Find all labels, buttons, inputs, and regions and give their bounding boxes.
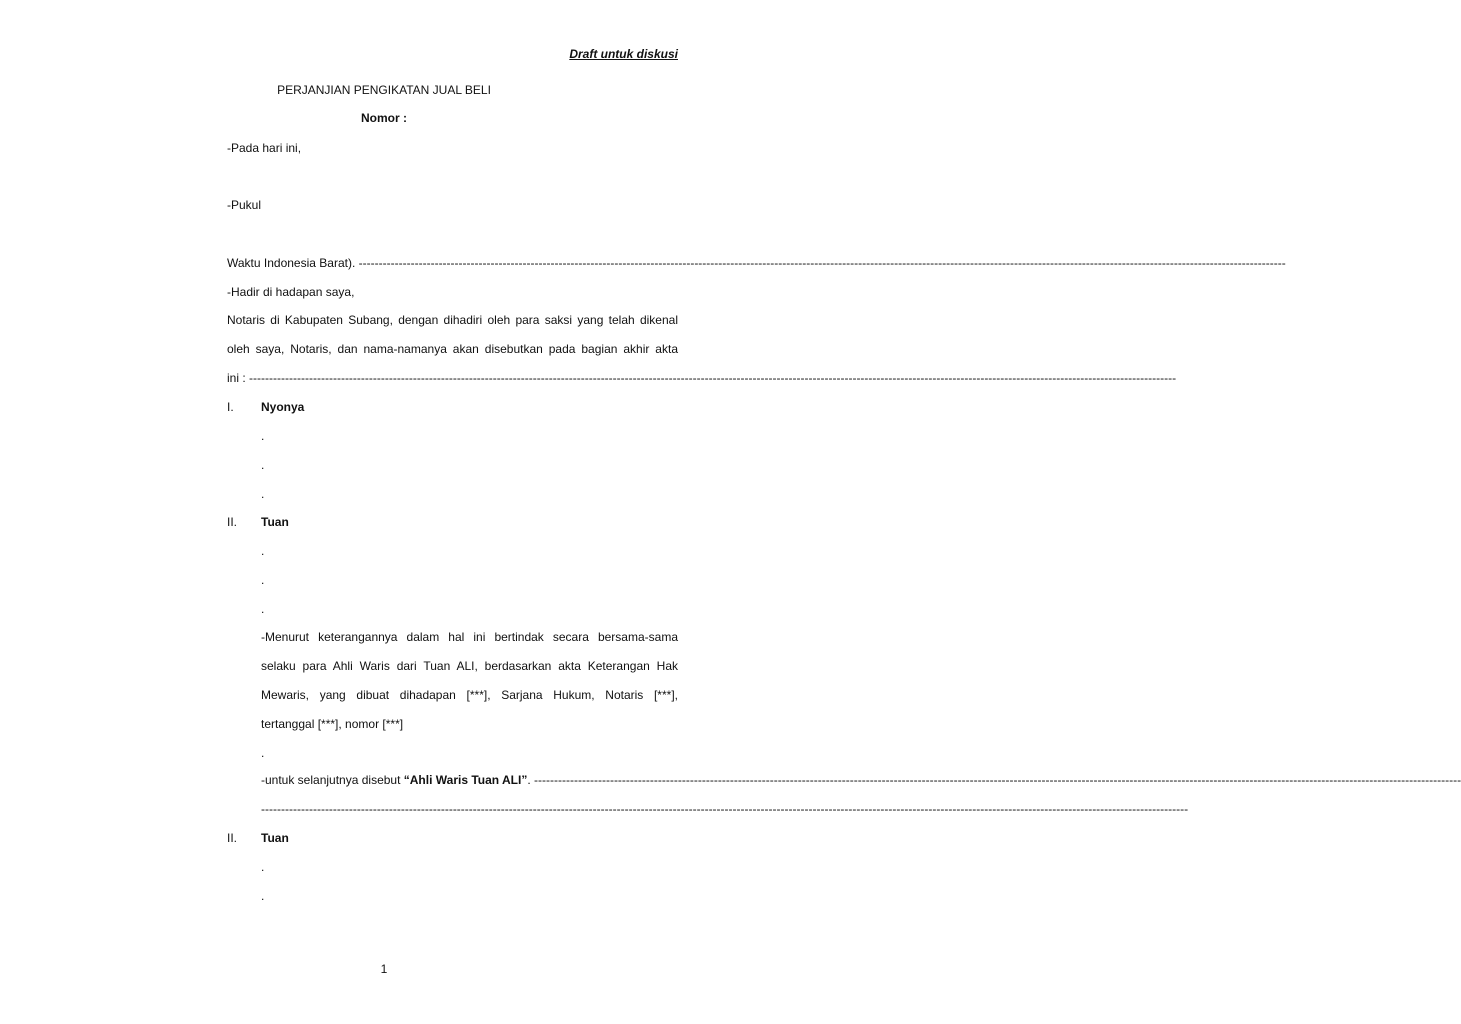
party-3-number: II. [227,831,238,845]
party-2-dot-2: . [261,573,265,587]
notaris-line-2: oleh saya, Notaris, dan nama-namanya akan disebutkan pada bagian akhir akta [227,342,678,356]
hadir-line: -Hadir di hadapan saya, [227,285,355,299]
draft-label: Draft untuk diskusi [569,47,678,61]
party-1-dot-3: . [261,487,265,501]
party-1-dot-2: . [261,458,265,472]
dash-filler: ---------------------------------------------------------------------------------------------------------------------------------------------------------------------------------------------------------------------------------------- [534,773,1461,787]
party-2-dot-1: . [261,544,265,558]
keterangan-line-4: tertanggal [***], nomor [***] [261,717,404,731]
document-title: PERJANJIAN PENGIKATAN JUAL BELI [277,83,491,97]
dash-line: ---------------------------------------------------------------------------------------------------------------------------------------------------------------------------------------------------------------------------------------- [261,802,1189,816]
notaris-line-1: Notaris di Kabupaten Subang, dengan dihadiri oleh para saksi yang telah dikenal [227,313,678,327]
party-3-dot-2: . [261,889,265,903]
keterangan-line-1: -Menurut keterangannya dalam hal ini bertindak secara bersama-sama [261,630,678,644]
keterangan-line-3: Mewaris, yang dibuat dihadapan [***], Sarjana Hukum, Notaris [***], [261,688,678,702]
party-2-number: II. [227,515,238,529]
page-number: 1 [380,962,388,976]
notaris-line-3 [227,370,1177,386]
party-1-number: I. [227,400,234,414]
pukul-line: -Pukul [227,198,262,212]
ini-text: ini : [227,371,246,385]
pada-hari-line: -Pada hari ini, [227,141,302,155]
party-3-dot-1: . [261,860,265,874]
selanjutnya-suffix: . [527,773,531,787]
party-1-name: Nyonya [261,400,305,414]
waktu-text: Waktu Indonesia Barat). [227,256,356,270]
party-2-dot-3: . [261,602,265,616]
waktu-line [227,255,1286,271]
selanjutnya-line [261,772,1461,788]
document-number: Nomor : [361,111,407,125]
selanjutnya-bold: “Ahli Waris Tuan ALI” [403,773,528,787]
dash-filler: ---------------------------------------------------------------------------------------------------------------------------------------------------------------------------------------------------------------------------------------- [358,256,1286,270]
keterangan-line-2: selaku para Ahli Waris dari Tuan ALI, berdasarkan akta Keterangan Hak [261,659,678,673]
party-1-dot-1: . [261,429,265,443]
party-3-name: Tuan [261,831,289,845]
selanjutnya-prefix: -untuk selanjutnya disebut [261,773,404,787]
keterangan-dot: . [261,746,265,760]
dash-filler: ---------------------------------------------------------------------------------------------------------------------------------------------------------------------------------------------------------------------------------------- [249,371,1177,385]
party-2-name: Tuan [261,515,289,529]
